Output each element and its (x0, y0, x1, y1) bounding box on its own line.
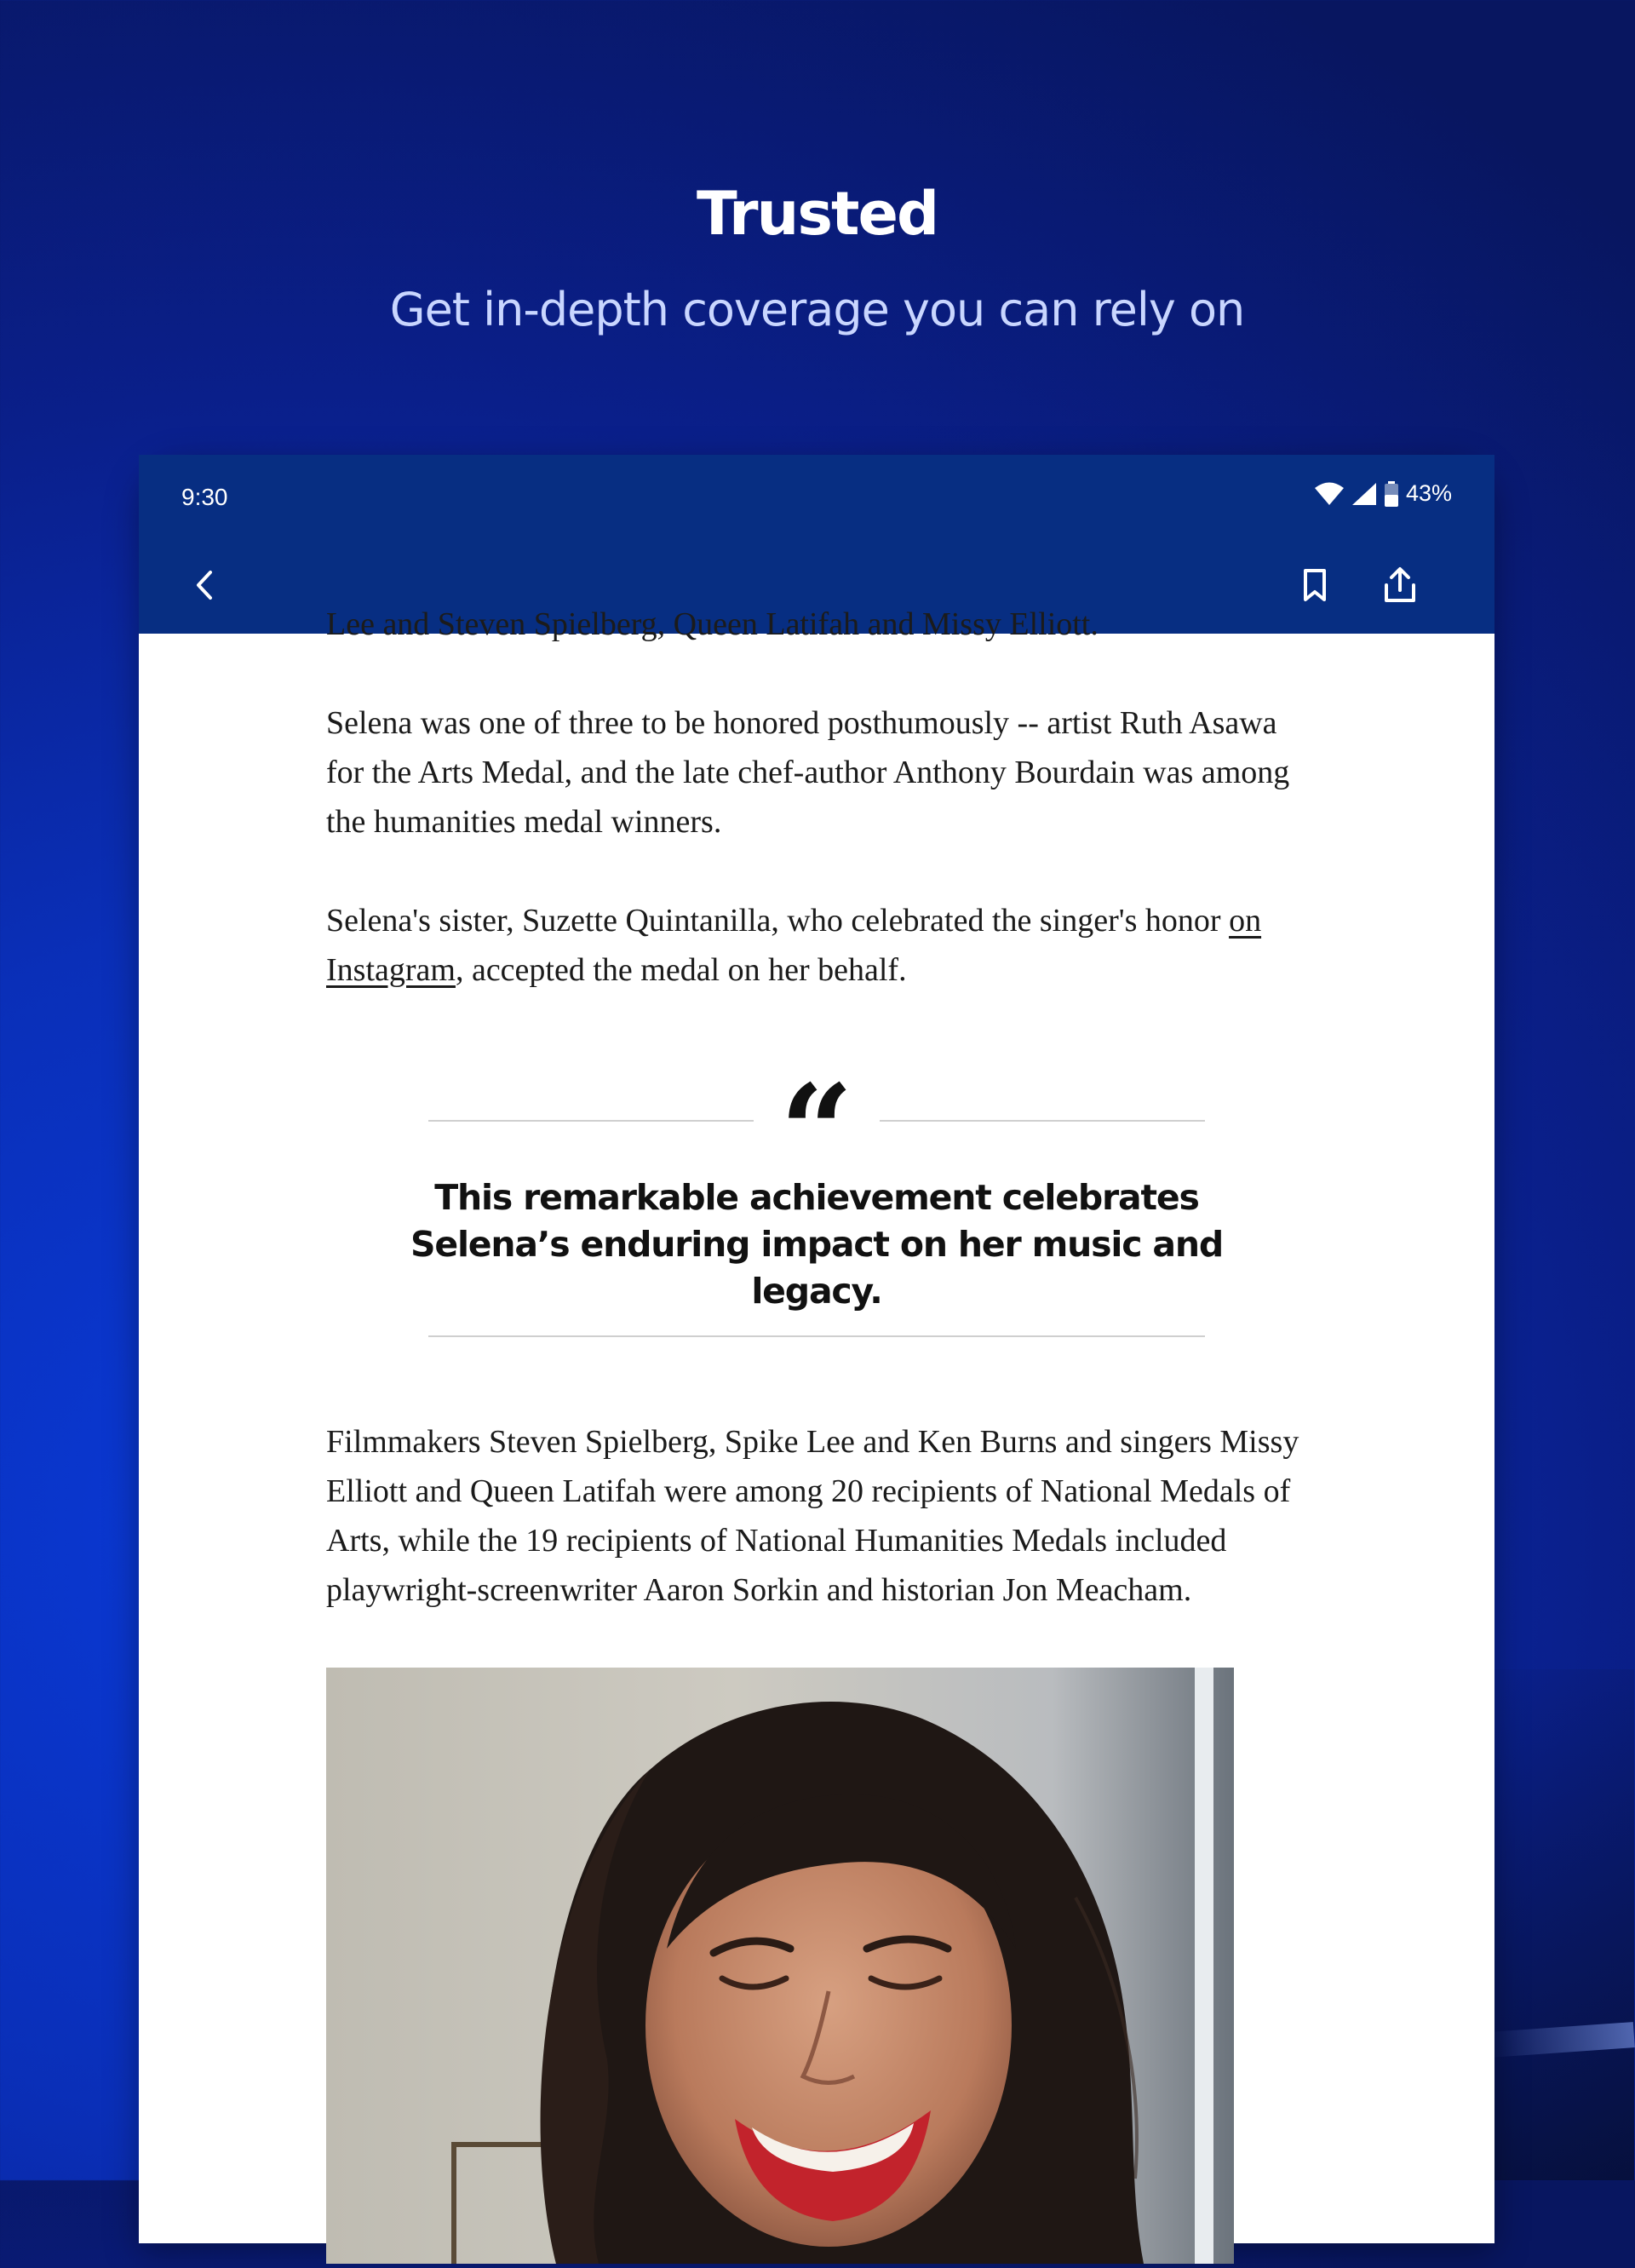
back-chevron-icon (194, 570, 215, 600)
article-paragraph-2 (326, 896, 1314, 995)
instagram-link[interactable]: on Instagram (326, 903, 1262, 988)
article-body-continued (326, 1417, 1314, 1615)
pull-quote-text: This remarkable achievement celebrates Selena’s enduring impact on her music and legacy. (410, 1177, 1223, 1312)
quote-rule-right (880, 1120, 1205, 1122)
share-icon (1383, 566, 1417, 604)
status-icons (1314, 480, 1452, 507)
article-body (326, 600, 1314, 995)
quote-bottom-rule (428, 1335, 1205, 1337)
pull-quote-block (410, 1057, 1223, 1312)
article-photo[interactable] (326, 1668, 1234, 2264)
status-bar (139, 455, 1494, 537)
article-paragraph-1: Selena was one of three to be honored posthumously -- artist Ruth Asawa for the Arts Medal, and the late chef-author Anthony Bourdain was among the humanities medal winners. (326, 705, 1290, 840)
cell-signal-icon (1351, 482, 1377, 506)
quote-rule-left (428, 1120, 754, 1122)
paragraph-2-text-start: Selena's sister, Suzette Quintanilla, who celebrated the singer's honor (326, 903, 1230, 939)
share-button[interactable] (1362, 537, 1438, 634)
hero-subtitle: Get in-depth coverage you can rely on (389, 283, 1245, 336)
article-partial-line: Lee and Steven Spielberg, Queen Latifah and Missy Elliott. (326, 606, 1099, 642)
wifi-icon (1314, 482, 1345, 506)
hero-title: Trusted (696, 179, 938, 249)
device-screen (139, 455, 1494, 2243)
paragraph-2-text-end: , accepted the medal on her behalf. (455, 952, 907, 988)
quote-top-rule (428, 1057, 1205, 1207)
quote-mark-icon: “ (779, 1057, 854, 1207)
battery-percent: 43% (1405, 480, 1452, 506)
status-time: 9:30 (181, 484, 228, 510)
battery-icon (1384, 481, 1399, 507)
article-scroll-area[interactable] (139, 606, 1494, 2243)
article-paragraph-3: Filmmakers Steven Spielberg, Spike Lee and Ken Burns and singers Missy Elliott and Queen Latifah were among 20 recipients of National Medals of Arts, while the 19 recipients of National Humanities Medals included playwright-screenwriter Aaron Sorkin and historian Jon Meacham. (326, 1424, 1299, 1608)
back-button[interactable] (166, 537, 243, 634)
bookmark-icon (1302, 568, 1328, 602)
portrait-photo (326, 1668, 1234, 2264)
